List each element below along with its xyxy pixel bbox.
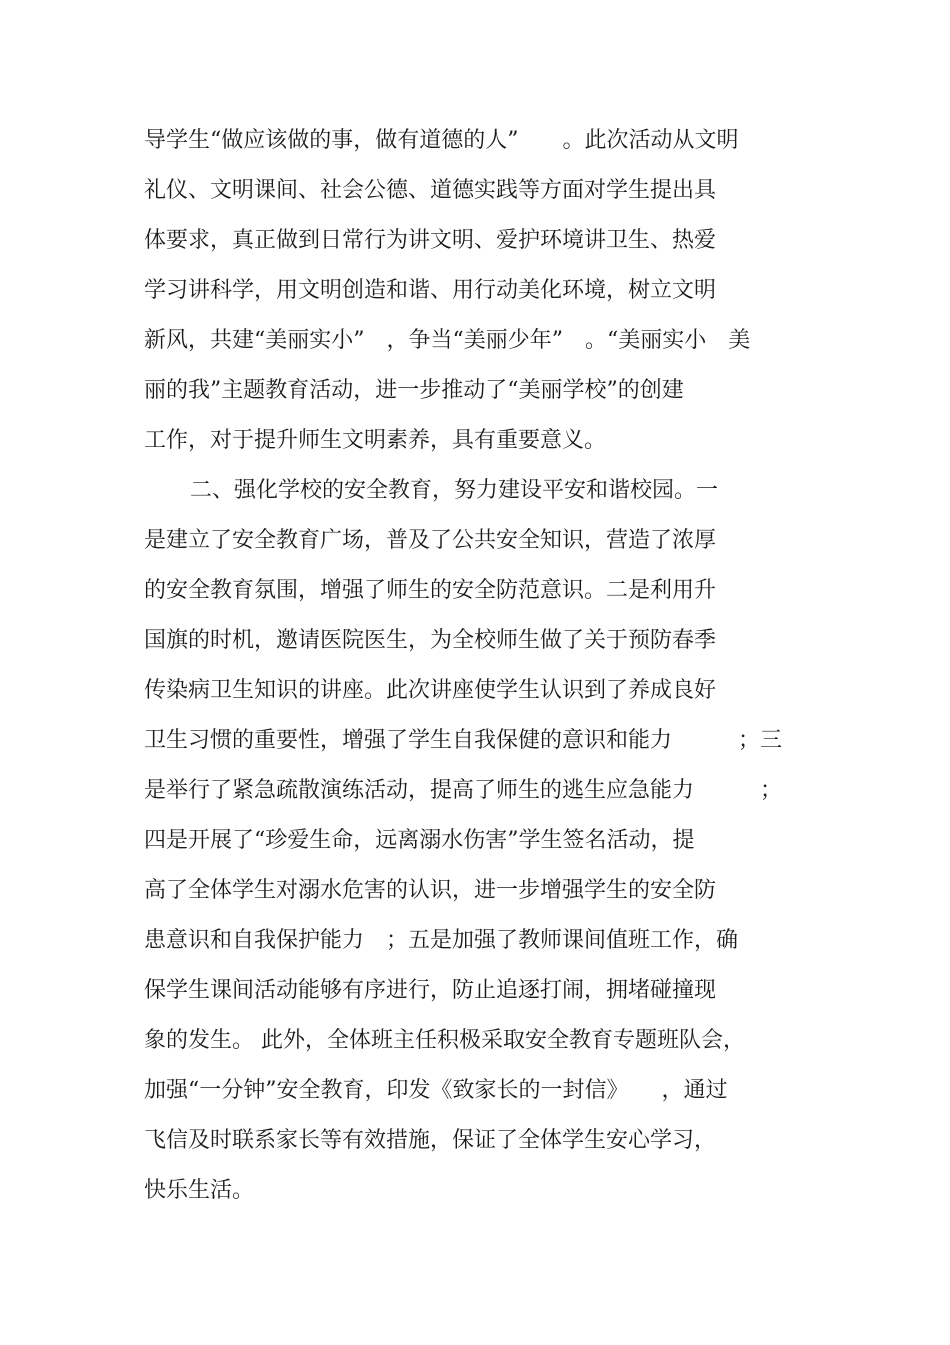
text-line: 卫生习惯的重要性，增强了学生自我保健的意识和能力 ；三	[144, 728, 783, 753]
text-line: 工作，对于提升师生文明素养，具有重要意义。	[144, 428, 607, 453]
document-body	[0, 116, 950, 1216]
text-line: 加强“一分钟”安全教育，印发《致家长的一封信》 ，通过	[144, 1078, 728, 1103]
text-line: 快乐生活。	[144, 1178, 255, 1203]
text-line: 体要求，真正做到日常行为讲文明、爱护环境讲卫生、热爱	[144, 228, 717, 253]
text-line: 四是开展了“珍爱生命，远离溺水伤害”学生签名活动，提	[144, 828, 695, 853]
text-line: 患意识和自我保护能力 ；五是加强了教师课间值班工作，确	[144, 928, 739, 953]
text-line: 礼仪、文明课间、社会公德、道德实践等方面对学生提出具	[144, 178, 717, 203]
text-line: 飞信及时联系家长等有效措施，保证了全体学生安心学习，	[144, 1128, 717, 1153]
text-line: 的安全教育氛围，增强了师生的安全防范意识。二是利用升	[144, 578, 717, 603]
section-heading-line: 二、强化学校的安全教育，努力建设平安和谐校园。一	[190, 478, 719, 503]
text-line: 导学生“做应该做的事，做有道德的人” 。此次活动从文明	[144, 128, 739, 153]
text-line: 新风，共建“美丽实小” ，争当“美丽少年” 。“美丽实小 美	[144, 328, 751, 353]
text-line: 是举行了紧急疏散演练活动，提高了师生的逃生应急能力 ；	[144, 778, 783, 803]
text-line: 传染病卫生知识的讲座。此次讲座使学生认识到了养成良好	[144, 678, 717, 703]
text-line: 学习讲科学，用文明创造和谐、用行动美化环境，树立文明	[144, 278, 717, 303]
text-line: 象的发生。 此外，全体班主任积极采取安全教育专题班队会，	[144, 1028, 745, 1053]
text-line: 高了全体学生对溺水危害的认识，进一步增强学生的安全防	[144, 878, 717, 903]
text-line: 丽的我”主题教育活动，进一步推动了“美丽学校”的创建	[144, 378, 684, 403]
text-line: 国旗的时机，邀请医院医生，为全校师生做了关于预防春季	[144, 628, 717, 653]
text-line: 是建立了安全教育广场，普及了公共安全知识，营造了浓厚	[144, 528, 717, 553]
text-line: 保学生课间活动能够有序进行，防止追逐打闹，拥堵碰撞现	[144, 978, 717, 1003]
